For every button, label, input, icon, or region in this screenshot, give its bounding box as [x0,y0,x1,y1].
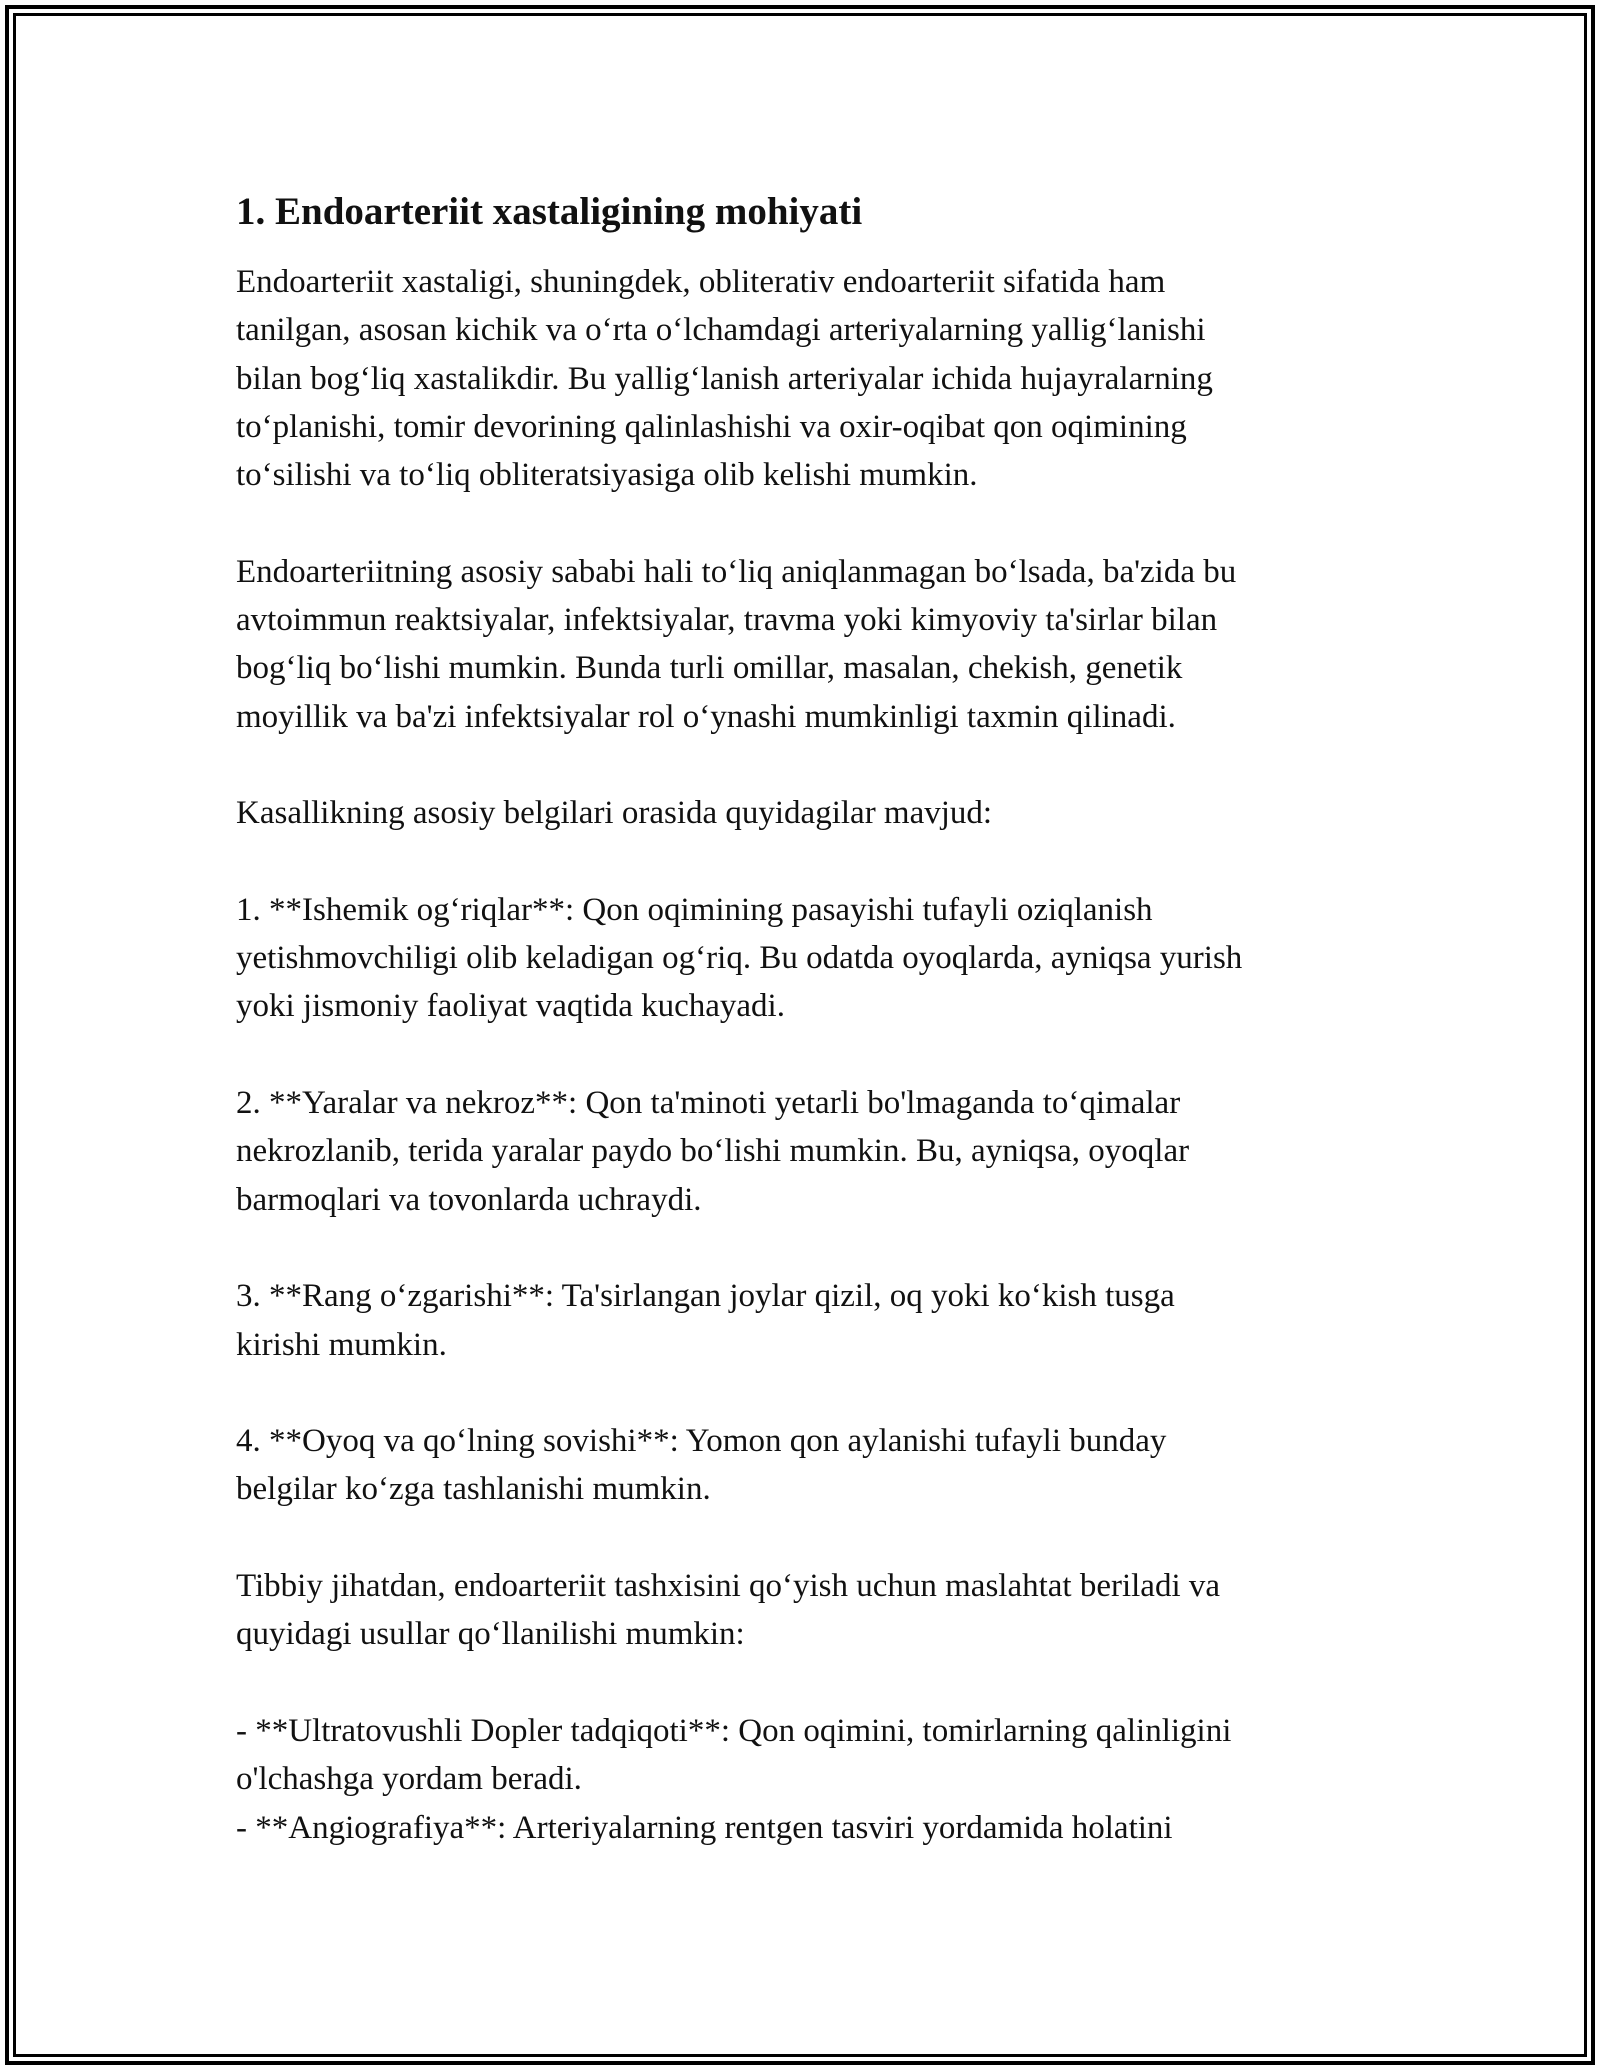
text-line: o'lchashga yordam beradi. [236,1761,582,1798]
list-item-cold-limbs [236,1417,1376,1514]
list-item-ulcers-necrosis [236,1079,1376,1224]
text-line: belgilar ko‘zga tashlanishi mumkin. [236,1471,711,1508]
text-line: 4. **Oyoq va qo‘lning sovishi**: Yomon qon aylanishi tufayli bunday [236,1423,1167,1460]
text-line: avtoimmun reaktsiyalar, infektsiyalar, travma yoki kimyoviy ta'sirlar bilan [236,602,1218,639]
text-line: yoki jismoniy faoliyat vaqtida kuchayadi. [236,988,785,1025]
text-line: to‘silishi va to‘liq obliteratsiyasiga olib kelishi mumkin. [236,457,978,494]
text-line: - **Ultratovushli Dopler tadqiqoti**: Qon oqimini, tomirlarning qalinligini [236,1712,1232,1749]
text-line: 2. **Yaralar va nekroz**: Qon ta'minoti yetarli bo'lmaganda to‘qimalar [236,1085,1181,1122]
list-item-ischemic-pain [236,886,1376,1031]
text-line: yetishmovchiligi olib keladigan og‘riq. Bu odatda oyoqlarda, ayniqsa yurish [236,940,1243,977]
text-line: to‘planishi, tomir devorining qalinlashishi va oxir-oqibat qon oqimining [236,408,1187,445]
text-line: 1. **Ishemik og‘riqlar**: Qon oqimining pasayishi tufayli oziqlanish [236,891,1153,928]
text-line: Endoarteriit xastaligi, shuningdek, obliterativ endoarteriit sifatida ham [236,264,1166,300]
text-line: moyillik va ba'zi infektsiyalar rol o‘ynashi mumkinligi taxmin qilinadi. [236,698,1176,735]
text-line: Kasallikning asosiy belgilari orasida quyidagilar mavjud: [236,795,993,832]
paragraph-definition [236,258,1376,499]
text-line: kirishi mumkin. [236,1326,447,1363]
text-line: - **Angiografiya**: Arteriyalarning rentgen tasviri yordamida holatini [236,1809,1173,1846]
list-diagnostic-methods [236,1707,1376,1852]
document-body [236,258,1376,1852]
text-line: barmoqlari va tovonlarda uchraydi. [236,1181,702,1218]
text-line: tanilgan, asosan kichik va o‘rta o‘lchamdagi arteriyalarning yallig‘lanishi [236,312,1206,349]
document-title: 1. Endoarteriit xastaligining mohiyati [236,190,863,233]
paragraph-symptoms-intro [236,789,1376,837]
text-line: bog‘liq bo‘lishi mumkin. Bunda turli omillar, masalan, chekish, genetik [236,650,1183,687]
text-line: 3. **Rang o‘zgarishi**: Ta'sirlangan joylar qizil, oq yoki ko‘kish tusga [236,1278,1175,1315]
text-line: bilan bog‘liq xastalikdir. Bu yallig‘lanish arteriyalar ichida hujayralarning [236,360,1213,397]
paragraph-causes [236,548,1376,741]
document-page [236,186,1376,1900]
text-line: nekrozlanib, terida yaralar paydo bo‘lishi mumkin. Bu, ayniqsa, oyoqlar [236,1133,1190,1170]
paragraph-diagnosis-intro [236,1562,1376,1659]
list-item-color-change [236,1272,1376,1369]
text-line: Endoarteriitning asosiy sababi hali to‘liq aniqlanmagan bo‘lsada, ba'zida bu [236,553,1237,590]
text-line: quyidagi usullar qo‘llanilishi mumkin: [236,1616,745,1653]
text-line: Tibbiy jihatdan, endoarteriit tashxisini qo‘yish uchun maslahtat beriladi va [236,1568,1221,1605]
